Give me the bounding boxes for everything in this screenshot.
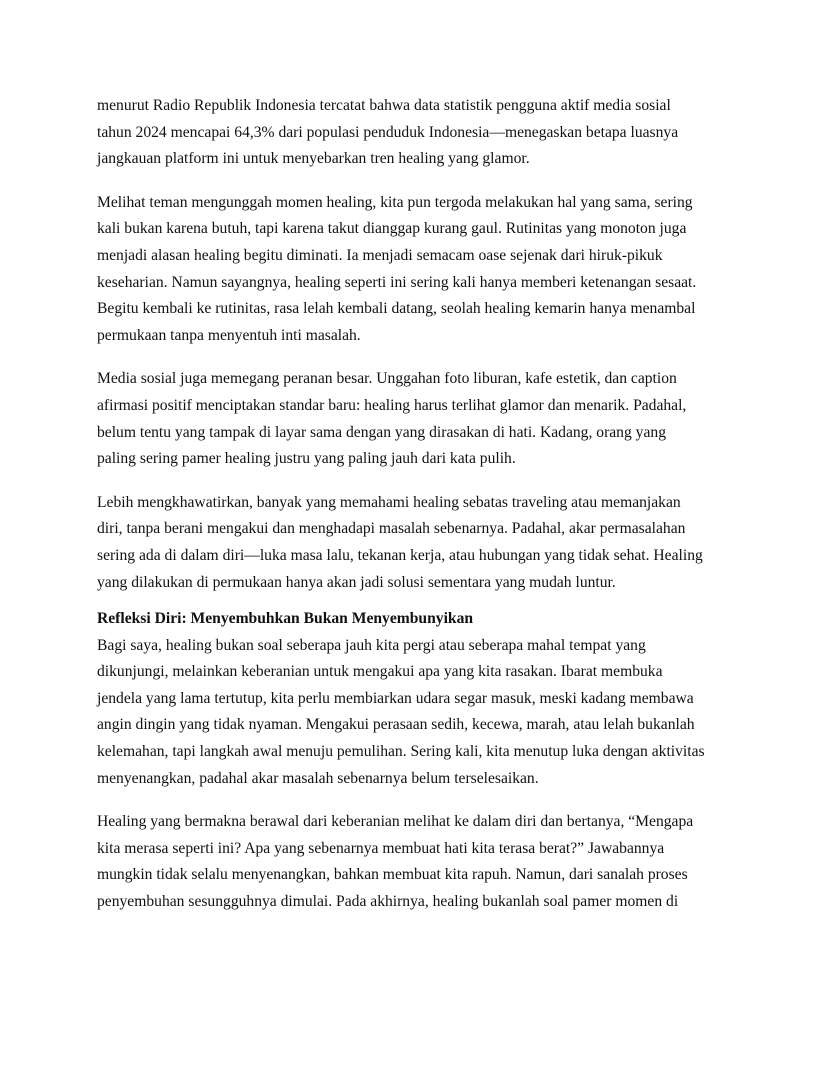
text-line: menurut Radio Republik Indonesia tercatat bahwa data statistik pengguna aktif media sosial	[97, 97, 671, 114]
text-line: jendela yang lama tertutup, kita perlu membiarkan udara segar masuk, meski kadang membawa	[97, 689, 694, 707]
text-line: jangkauan platform ini untuk menyebarkan tren healing yang glamor.	[97, 150, 530, 168]
text-line: penyembuhan sesungguhnya dimulai. Pada akhirnya, healing bukanlah soal pamer momen di	[97, 893, 679, 911]
paragraph-social-media-stats	[97, 93, 797, 173]
text-line: kali bukan karena butuh, tapi karena takut dianggap kurang gaul. Rutinitas yang monoton juga	[97, 220, 687, 238]
text-line: yang dilakukan di permukaan hanya akan jadi solusi sementara yang mudah luntur.	[97, 573, 616, 591]
text-line: Begitu kembali ke rutinitas, rasa lelah kembali datang, seolah healing kemarin hanya menambal	[97, 300, 696, 318]
text-line: belum tentu yang tampak di layar sama dengan yang dirasakan di hati. Kadang, orang yang	[97, 423, 666, 441]
text-line: sering ada di dalam diri—luka masa lalu, tekanan kerja, atau hubungan yang tidak sehat. Healing	[97, 546, 703, 564]
document-body	[97, 93, 797, 933]
text-line: permukaan tanpa menyentuh inti masalah.	[97, 326, 361, 344]
text-line: Melihat teman mengunggah momen healing, kita pun tergoda melakukan hal yang sama, sering	[97, 193, 693, 211]
text-line: mungkin tidak selalu menyenangkan, bahkan membuat kita rapuh. Namun, dari sanalah proses	[97, 866, 688, 884]
paragraph-social-media-role	[97, 366, 797, 472]
section-heading: Refleksi Diri: Menyembuhkan Bukan Menyembunyikan	[97, 610, 474, 628]
paragraph-self-reflection	[97, 633, 797, 793]
paragraph-meaningful-healing	[97, 809, 797, 915]
text-line: Bagi saya, healing bukan soal seberapa jauh kita pergi atau seberapa mahal tempat yang	[97, 636, 646, 654]
text-line: kelemahan, tapi langkah awal menuju pemulihan. Sering kali, kita menutup luka dengan aktivitas	[97, 743, 705, 761]
paragraph-worrying-trend	[97, 490, 797, 596]
paragraph-healing-temptation	[97, 190, 797, 350]
text-line: tahun 2024 mencapai 64,3% dari populasi penduduk Indonesia—menegaskan betapa luasnya	[97, 123, 679, 141]
text-line: afirmasi positif menciptakan standar baru: healing harus terlihat glamor dan menarik. Padahal,	[97, 396, 687, 414]
text-line: Media sosial juga memegang peranan besar. Unggahan foto liburan, kafe estetik, dan caption	[97, 370, 677, 388]
text-line: menjadi alasan healing begitu diminati. Ia menjadi semacam oase sejenak dari hiruk-pikuk	[97, 246, 663, 264]
text-line: paling sering pamer healing justru yang paling jauh dari kata pulih.	[97, 450, 516, 468]
text-line: diri, tanpa berani mengakui dan menghadapi masalah sebenarnya. Padahal, akar permasalahan	[97, 520, 686, 538]
text-line: kita merasa seperti ini? Apa yang sebenarnya membuat hati kita terasa berat?” Jawabannya	[97, 839, 665, 857]
text-line: Healing yang bermakna berawal dari keberanian melihat ke dalam diri dan bertanya, “Mengapa	[97, 813, 694, 831]
text-line: dikunjungi, melainkan keberanian untuk mengakui apa yang kita rasakan. Ibarat membuka	[97, 663, 663, 681]
text-line: menyenangkan, padahal akar masalah sebenarnya belum terselesaikan.	[97, 769, 539, 787]
text-line: keseharian. Namun sayangnya, healing seperti ini sering kali hanya memberi ketenangan sesaat.	[97, 273, 697, 291]
text-line: Lebih mengkhawatirkan, banyak yang memahami healing sebatas traveling atau memanjakan	[97, 493, 681, 511]
text-line: angin dingin yang tidak nyaman. Mengakui perasaan sedih, kecewa, marah, atau lelah bukanlah	[97, 716, 695, 734]
